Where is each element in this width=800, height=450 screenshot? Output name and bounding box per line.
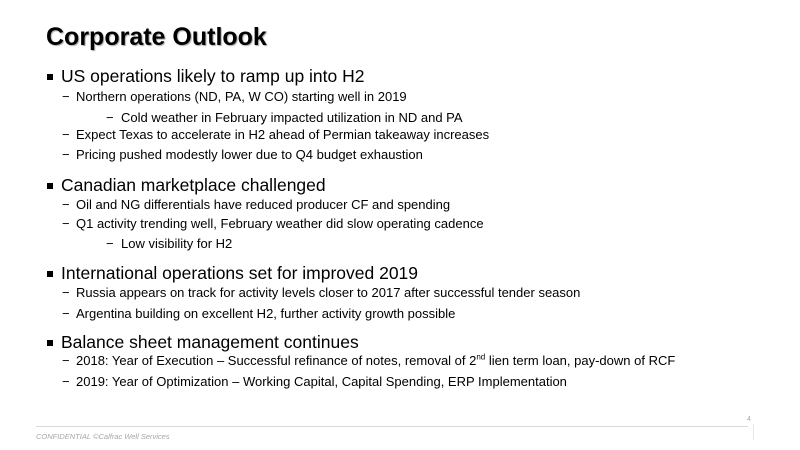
dash-bullet-icon: − (62, 147, 70, 162)
dash-bullet-icon: − (62, 374, 70, 389)
square-bullet-icon (47, 340, 53, 346)
dash-bullet-icon: − (62, 285, 70, 300)
dash-bullet-icon: − (62, 89, 70, 104)
dash-bullet-icon: − (62, 127, 70, 142)
corner-divider (753, 424, 754, 440)
list-item: Northern operations (ND, PA, W CO) starting well in 2019 (76, 89, 407, 104)
square-bullet-icon (47, 74, 53, 80)
list-item: Q1 activity trending well, February weather did slow operating cadence (76, 216, 484, 231)
square-bullet-icon (47, 271, 53, 277)
section-heading: International operations set for improved 2019 (61, 263, 419, 283)
list-item (76, 353, 675, 368)
list-item: Argentina building on excellent H2, further activity growth possible (76, 306, 456, 321)
section-heading: Balance sheet management continues (61, 332, 359, 352)
page-number: 4 (747, 416, 751, 423)
square-bullet-icon (47, 183, 53, 189)
list-item: Russia appears on track for activity levels closer to 2017 after successful tender season (76, 285, 581, 300)
superscript-text: nd (476, 352, 486, 362)
dash-bullet-icon: − (62, 353, 70, 368)
dash-bullet-icon: − (106, 236, 114, 251)
dash-bullet-icon: − (106, 110, 114, 125)
sub-list-item: Cold weather in February impacted utilization in ND and PA (121, 110, 463, 125)
sub-list-item: Low visibility for H2 (121, 236, 233, 251)
dash-bullet-icon: − (62, 216, 70, 231)
slide-title: Corporate Outlook (46, 23, 267, 51)
list-item-text: lien term loan, pay-down of RCF (485, 353, 676, 368)
list-item: 2019: Year of Optimization – Working Capital, Capital Spending, ERP Implementation (76, 374, 567, 389)
section-heading: US operations likely to ramp up into H2 (61, 66, 365, 86)
list-item: Oil and NG differentials have reduced producer CF and spending (76, 197, 451, 212)
footer-confidential: CONFIDENTIAL ©Calfrac Well Services (36, 432, 170, 441)
section-heading: Canadian marketplace challenged (61, 175, 326, 195)
list-item: Pricing pushed modestly lower due to Q4 budget exhaustion (76, 147, 423, 162)
list-item: Expect Texas to accelerate in H2 ahead of Permian takeaway increases (76, 127, 490, 142)
footer-divider (36, 426, 748, 427)
list-item-text: 2018: Year of Execution – Successful refinance of notes, removal of 2 (76, 353, 477, 368)
dash-bullet-icon: − (62, 197, 70, 212)
dash-bullet-icon: − (62, 306, 70, 321)
